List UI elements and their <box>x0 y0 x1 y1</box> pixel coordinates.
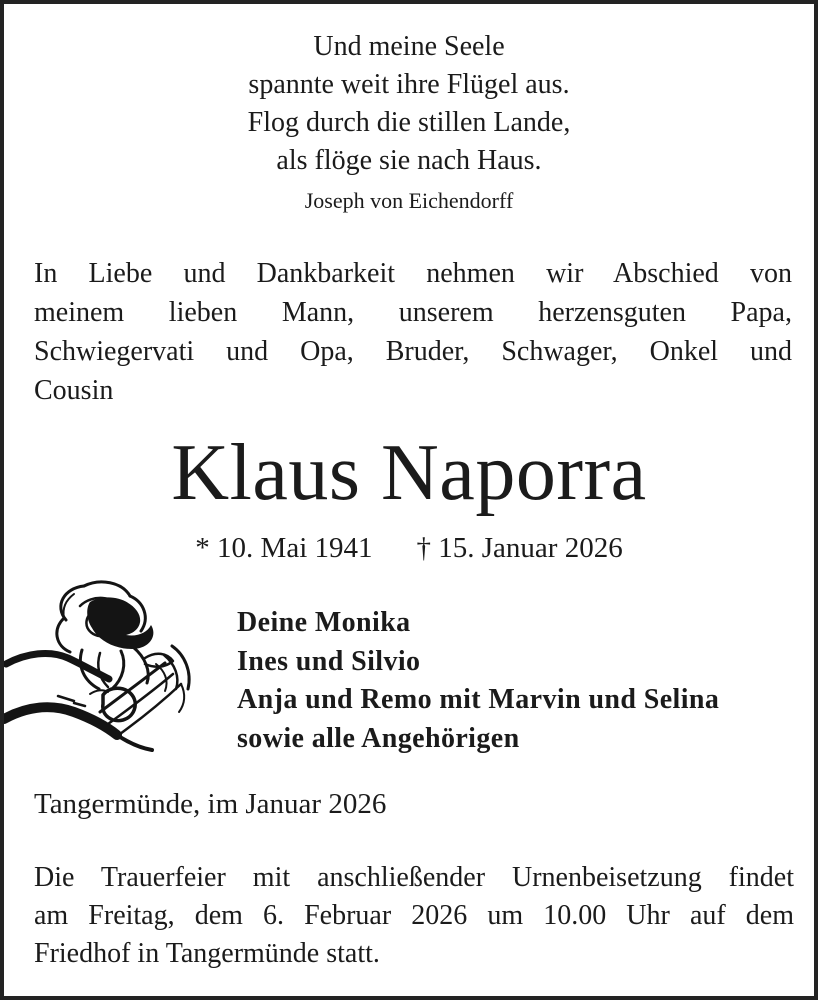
mourner-line: Anja und Remo mit Marvin und Selina <box>237 684 720 715</box>
funeral-paragraph <box>34 859 794 973</box>
funeral-line: am Freitag, dem 6. Februar 2026 um 10.00 Uhr auf dem <box>34 900 794 931</box>
death-date: † 15. Januar 2026 <box>416 532 623 564</box>
intro-line: Cousin <box>34 375 114 406</box>
mourners-list <box>237 604 719 758</box>
poem-line: spannte weit ihre Flügel aus. <box>248 69 570 100</box>
mourner-line: sowie alle Angehörigen <box>237 722 520 754</box>
intro-paragraph <box>34 254 792 410</box>
funeral-line: Die Trauerfeier mit anschließender Urnenbeisetzung findet <box>34 862 794 893</box>
intro-line: Schwiegervati und Opa, Bruder, Schwager, Onkel und <box>34 336 792 367</box>
poem-line: Und meine Seele <box>313 31 505 62</box>
life-dates <box>4 531 814 565</box>
mourner-line: Ines und Silvio <box>237 645 421 677</box>
poem <box>4 28 814 180</box>
intro-line: In Liebe und Dankbarkeit nehmen wir Abschied von <box>34 258 792 289</box>
poem-line: Flog durch die stillen Lande, <box>247 107 571 138</box>
mourner-line: Deine Monika <box>237 607 411 638</box>
poem-line: als flöge sie nach Haus. <box>276 145 542 176</box>
place-date-line: Tangermünde, im Januar 2026 <box>34 788 387 820</box>
deceased-name: Klaus Naporra <box>171 429 647 517</box>
rose-in-hand-icon <box>4 576 212 772</box>
birth-date: * 10. Mai 1941 <box>195 532 373 564</box>
intro-line: meinem lieben Mann, unserem herzensguten Papa, <box>34 297 792 328</box>
poem-author: Joseph von Eichendorff <box>304 188 514 213</box>
rose-in-hand-illustration <box>4 576 212 772</box>
funeral-line: Friedhof in Tangermünde statt. <box>34 938 380 969</box>
